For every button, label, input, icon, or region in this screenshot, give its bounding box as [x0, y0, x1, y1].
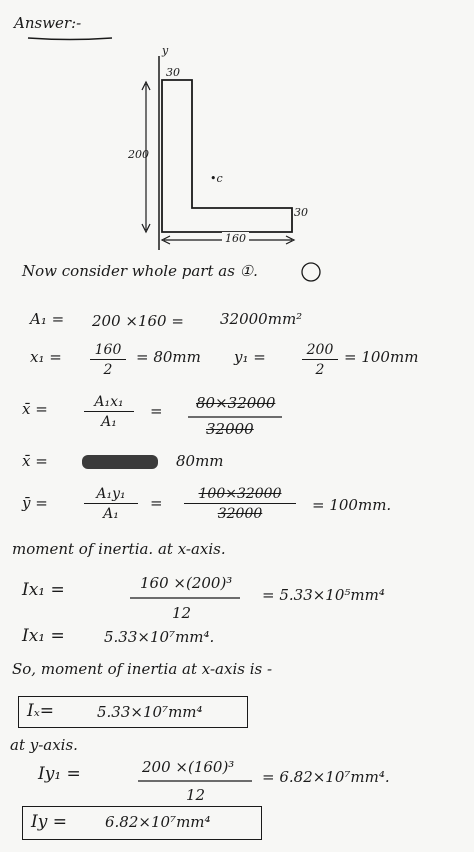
ybar-result: = 100mm.	[312, 496, 392, 514]
ix1-num: 160 ×(200)³	[140, 574, 233, 592]
ix-box-lhs: Iₓ=	[27, 701, 54, 721]
dim-width-label: 160	[222, 232, 249, 245]
so-line: So, moment of inertia at x-axis is -	[12, 660, 273, 678]
area-expr: 200 ×160 =	[92, 312, 184, 330]
ix-box-result: 5.33×10⁷mm⁴	[97, 703, 203, 721]
xbar-den: A₁	[101, 414, 117, 430]
at-y-axis: at y-axis.	[10, 736, 78, 754]
x1-fraction	[90, 342, 126, 378]
iy1-lhs: Iy₁ =	[38, 764, 81, 784]
xbar-lhs: x̄ =	[22, 400, 48, 418]
xbar-den2: 32000	[206, 420, 254, 438]
centroid-label: •c	[210, 172, 223, 185]
circled-one	[302, 263, 320, 281]
ybar-fraction	[84, 486, 138, 522]
ybar-num: A₁y₁	[84, 486, 138, 504]
x1-den: 2	[103, 362, 113, 378]
l-section-outline	[162, 80, 292, 232]
y1-den: 2	[315, 362, 325, 378]
xbar-eq: =	[150, 402, 163, 420]
y1-result: = 100mm	[344, 348, 419, 366]
iy-box-result: 6.82×10⁷mm⁴	[105, 813, 211, 831]
ix-result-box	[18, 696, 248, 728]
iy1-den: 12	[186, 786, 206, 804]
x1-result: = 80mm	[136, 348, 201, 366]
ybar-eq: =	[150, 494, 163, 512]
area-result: 32000mm²	[220, 310, 303, 328]
y1-lhs: y₁ =	[234, 348, 266, 366]
dim-top-label: 30	[166, 66, 180, 79]
ybar-den2: 32000	[217, 506, 263, 522]
ix1-corr-lhs: Ix₁ =	[22, 626, 65, 646]
xbar-val-result: 80mm	[176, 452, 224, 470]
y1-num: 200	[302, 342, 338, 360]
xbar-num2: 80×32000	[196, 394, 276, 412]
ix1-corr-result: 5.33×10⁷mm⁴.	[104, 628, 215, 646]
dim-height-label: 200	[128, 148, 149, 161]
y-axis-label: y	[162, 44, 169, 57]
ix1-result: = 5.33×10⁵mm⁴	[262, 586, 385, 604]
moi-x-heading: moment of inertia. at x-axis.	[12, 540, 226, 558]
xbar-fraction	[84, 394, 134, 430]
iy-box-lhs: Iy =	[31, 812, 67, 832]
xbar-num: A₁x₁	[84, 394, 134, 412]
area-lhs: A₁ =	[30, 310, 65, 328]
ix1-den: 12	[172, 604, 192, 622]
ybar-fraction2	[184, 486, 296, 522]
answer-underline	[28, 38, 112, 40]
part-intro: Now consider whole part as ①.	[22, 262, 258, 280]
scribble-mark	[82, 455, 158, 469]
ybar-lhs: ȳ =	[22, 494, 48, 512]
ybar-num2: 100×32000	[184, 486, 296, 504]
x1-lhs: x₁ =	[30, 348, 62, 366]
iy1-num: 200 ×(160)³	[142, 758, 235, 776]
iy-result-box	[22, 806, 262, 840]
x1-num: 160	[90, 342, 126, 360]
answer-heading: Answer:-	[14, 14, 82, 32]
ybar-den: A₁	[103, 506, 119, 522]
y1-fraction	[302, 342, 338, 378]
dim-right-label: 30	[294, 206, 308, 219]
xbar-val-lhs: x̄ =	[22, 452, 48, 470]
iy1-result: = 6.82×10⁷mm⁴.	[262, 768, 390, 786]
ix1-lhs: Ix₁ =	[22, 580, 65, 600]
